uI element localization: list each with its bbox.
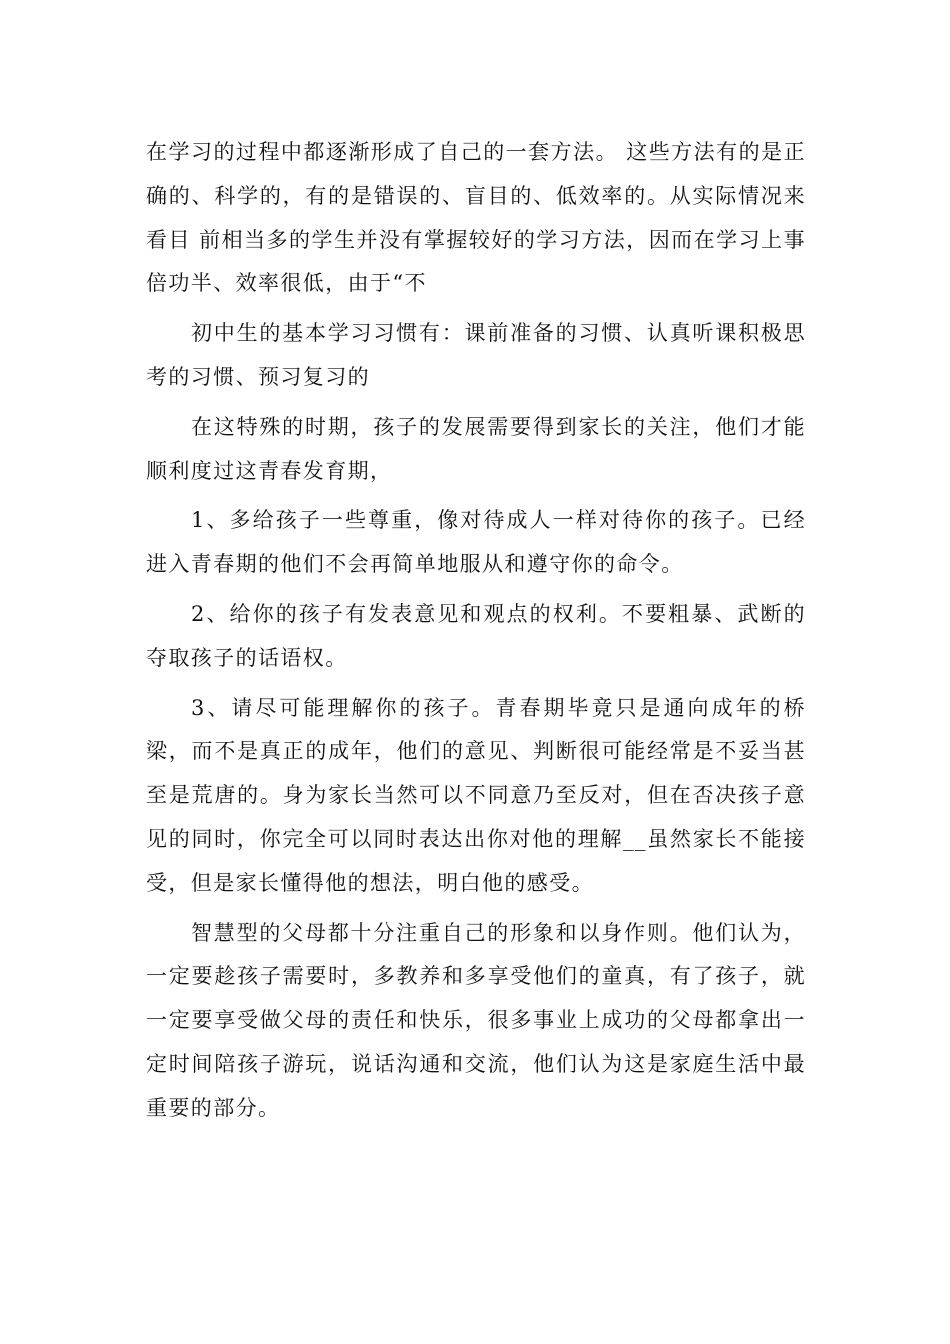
- paragraph-wise-parents: 智慧型的父母都十分注重自己的形象和以身作则。他们认为，一定要趁孩子需要时，多教养和多享受他们的童真，有了孩子，就一定要享受做父母的责任和快乐，很多事业上成功的父母都拿出一定时间陪孩子游玩，说话沟通和交流，他们认为这是家庭生活中最重要的部分。: [146, 920, 806, 1120]
- paragraph-study-methods: 在学习的过程中都逐渐形成了自己的一套方法。 这些方法有的是正确的、科学的，有的是错误的、盲目的、低效率的。从实际情况来看目 前相当多的学生并没有掌握较好的学习方法，因而在学习上事倍功半、效率很低，由于“不: [146, 140, 806, 296]
- paragraph-adolescence-attention: 在这特殊的时期，孩子的发展需要得到家长的关注，他们才能顺利度过这青春发育期，: [146, 414, 806, 483]
- paragraph-tip-understanding: 3、请尽可能理解你的孩子。青春期毕竟只是通向成年的桥梁，而不是真正的成年，他们的意见、判断很可能经常是不妥当甚至是荒唐的。身为家长当然可以不同意乃至反对，但在否决孩子意见的同时，你完全可以同时表达出你对他的理解__虽然家长不能接受，但是家长懂得他的想法，明白他的感受。: [146, 695, 806, 895]
- paragraph-tip-voice: 2、给你的孩子有发表意见和观点的权利。不要粗暴、武断的夺取孩子的话语权。: [146, 601, 806, 670]
- document-body: [146, 131, 806, 1137]
- paragraph-study-habits: 初中生的基本学习习惯有：课前准备的习惯、认真听课积极思考的习惯、预习复习的: [146, 321, 806, 389]
- paragraph-tip-respect: 1、多给孩子一些尊重，像对待成人一样对待你的孩子。已经进入青春期的他们不会再简单地服从和遵守你的命令。: [146, 508, 806, 577]
